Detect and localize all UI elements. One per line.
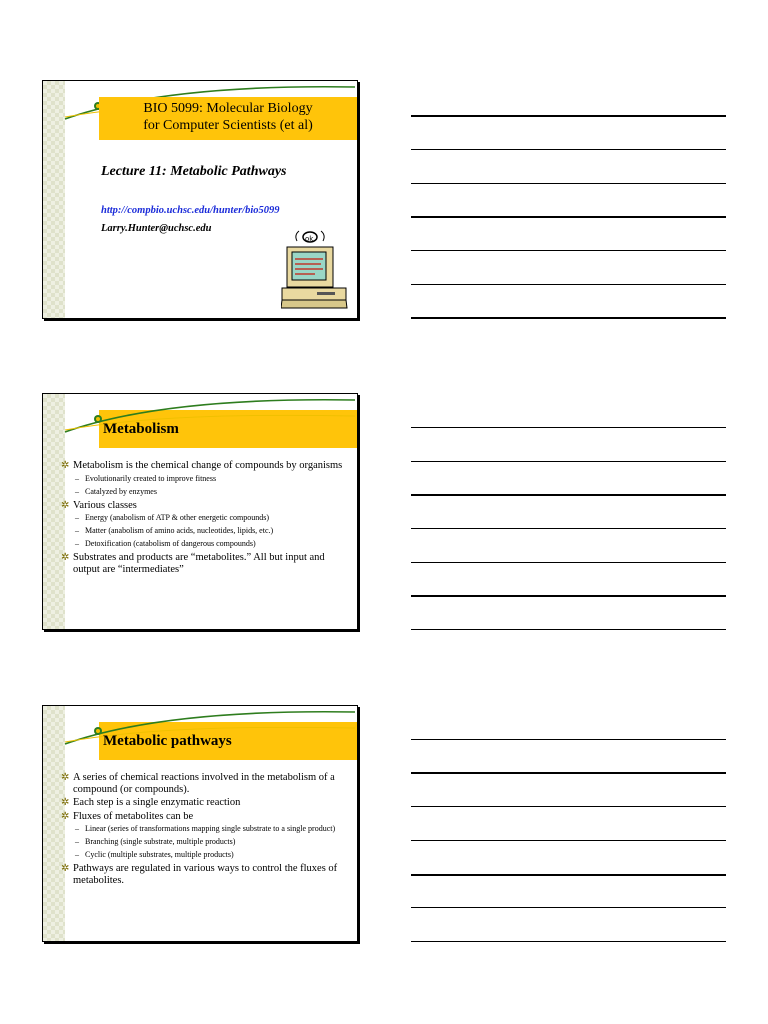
slide-title-bar [99,97,357,140]
list-item: – Evolutionarily created to improve fitness [75,473,217,483]
list-item: – Branching (single substrate, multiple products) [75,837,236,846]
list-item: ✲ Pathways are regulated in various ways to control the fluxes of metabolites. [61,863,338,886]
slide-title: Metabolism [103,421,179,437]
note-line [411,284,726,285]
note-line [411,739,726,740]
list-item: – Linear (series of transformations mapping single substrate to a single product) [75,824,336,833]
star-bullet-icon: ✲ [61,499,70,511]
note-line [411,317,726,319]
slide-1 [42,80,358,319]
note-line [411,772,726,774]
computer-clipart-icon [281,229,351,311]
slide-title-line1: BIO 5099: Molecular Biology [143,101,313,116]
bullet-list [61,772,351,888]
note-line [411,840,726,841]
list-item: ✲ A series of chemical reactions involved in the metabolism of a compound (or compounds). [61,772,335,795]
list-item: ✲ Substrates and products are “metabolites.” All but input and output are “intermediates” [61,552,325,575]
star-bullet-icon: ✲ [61,772,70,783]
star-bullet-icon: ✲ [61,460,70,471]
list-item: ✲ Fluxes of metabolites can be [61,810,194,822]
list-item: – Catalyzed by enzymes [75,486,157,496]
dash-bullet-icon: – [75,486,79,496]
slide-2 [42,393,358,630]
dash-bullet-icon: – [75,850,79,859]
list-item: – Matter (anabolism of amino acids, nucleotides, lipids, etc.) [75,526,274,535]
note-line [411,562,726,563]
list-item: ✲ Metabolism is the chemical change of compounds by organisms [61,460,343,471]
note-line [411,629,726,630]
list-item: ✲ Each step is a single enzymatic reaction [61,797,241,808]
list-item: – Detoxification (catabolism of dangerous compounds) [75,539,256,548]
svg-text:ok: ok [305,235,314,243]
list-item: – Cyclic (multiple substrates, multiple products) [75,850,234,859]
dash-bullet-icon: – [75,473,79,483]
lecture-title: Lecture 11: Metabolic Pathways [101,164,287,179]
slide-3 [42,705,358,942]
note-line [411,874,726,876]
dash-bullet-icon: – [75,513,79,522]
note-line [411,427,726,428]
slide-title: Metabolic pathways [103,733,232,749]
dash-bullet-icon: – [75,526,79,535]
swoosh-decoration-icon [43,394,357,434]
dash-bullet-icon: – [75,539,79,548]
note-line [411,528,726,529]
dash-bullet-icon: – [75,837,79,846]
note-line [411,115,726,117]
list-item: – Energy (anabolism of ATP & other energetic compounds) [75,513,270,522]
note-line [411,595,726,597]
note-line [411,149,726,150]
star-bullet-icon: ✲ [61,552,70,563]
course-url-link[interactable]: http://compbio.uchsc.edu/hunter/bio5099 [101,205,280,216]
author-email: Larry.Hunter@uchsc.edu [101,223,212,234]
star-bullet-icon: ✲ [61,797,70,808]
bullet-list [61,460,351,577]
note-line [411,806,726,807]
list-item: ✲ Various classes [61,499,137,511]
star-bullet-icon: ✲ [61,810,70,822]
note-line [411,216,726,218]
note-line [411,941,726,942]
note-line [411,183,726,184]
slide-title-line2: for Computer Scientists (et al) [143,118,313,133]
note-line [411,907,726,908]
star-bullet-icon: ✲ [61,863,70,874]
note-line [411,494,726,496]
dash-bullet-icon: – [75,824,79,833]
note-line [411,250,726,251]
note-line [411,461,726,462]
